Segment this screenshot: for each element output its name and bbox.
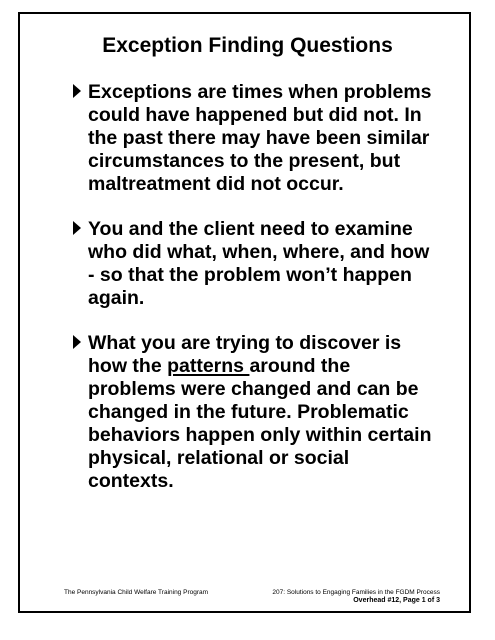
triangle-bullet-icon xyxy=(73,335,81,349)
footer-right xyxy=(272,589,440,605)
bullet-text: Exceptions are times when problems could have happened but did not. In the past there may have been similar circumstances to the present, but maltreatment did not occur. xyxy=(88,81,432,195)
footer-program: The Pennsylvania Child Welfare Training Program xyxy=(64,589,209,596)
bullet-text xyxy=(88,332,453,493)
bullet-text-part: What you are trying to discover is how the xyxy=(88,332,402,377)
footer-course: 207: Solutions to Engaging Families in the FGDM Process xyxy=(272,589,440,596)
underlined-word: patterns xyxy=(167,355,250,377)
page-title: Exception Finding Questions xyxy=(102,34,393,57)
triangle-bullet-icon xyxy=(73,84,81,98)
bullet-text: You and the client need to examine who did what, when, where, and how - so that the problem won’t happen again. xyxy=(88,218,430,309)
bullet-item xyxy=(73,332,453,493)
footer-page-number: Overhead #12, Page 1 of 3 xyxy=(353,597,440,604)
bullet-item xyxy=(73,218,453,310)
bullet-item xyxy=(73,81,453,196)
triangle-bullet-icon xyxy=(73,221,81,235)
bullet-text-part: around the problems were changed and can be changed in the future. Problematic behaviors happen only within certain physical, relational or social contexts. xyxy=(88,355,432,492)
